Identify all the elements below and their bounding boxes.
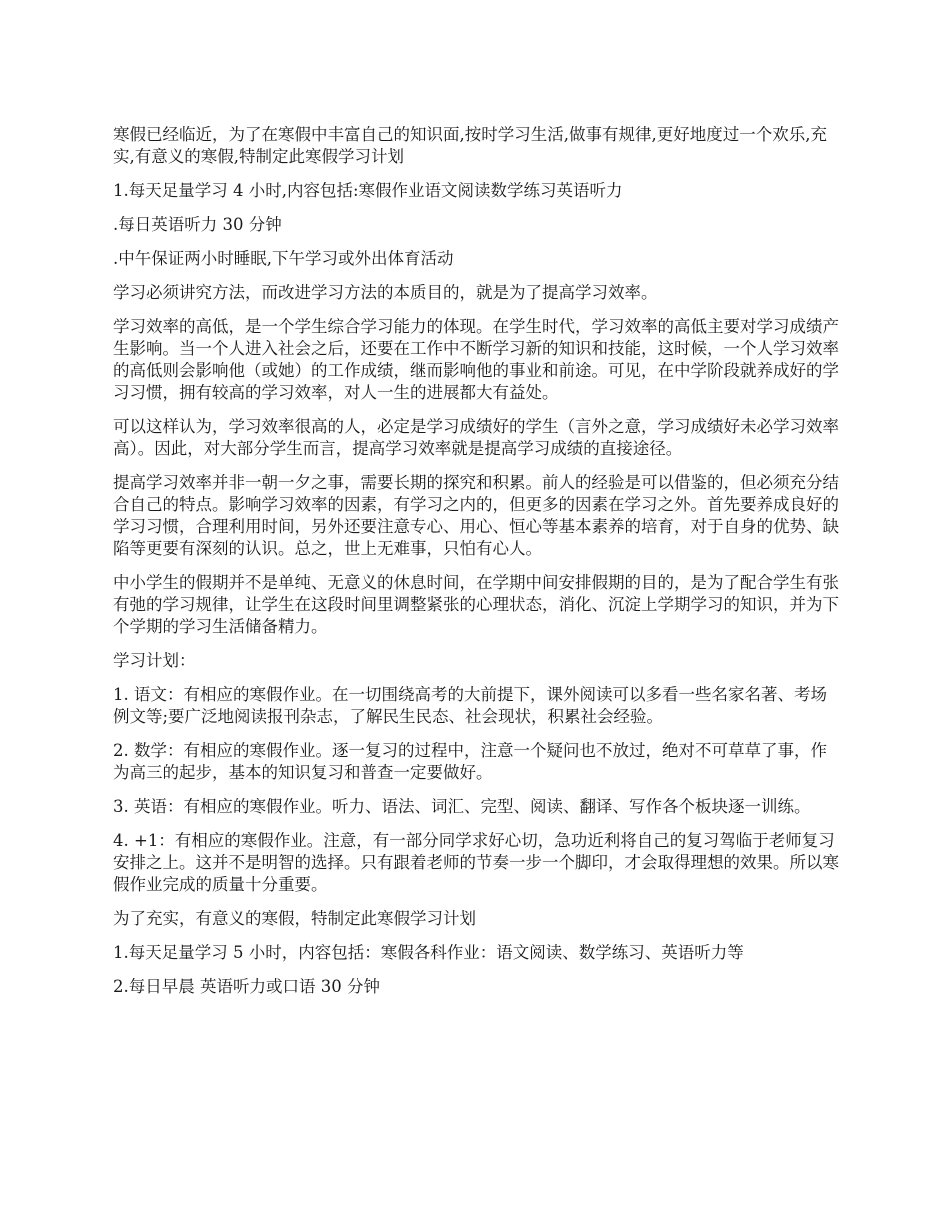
improve-efficiency-paragraph: 提高学习效率并非一朝一夕之事，需要长期的探究和积累。前人的经验是可以借鉴的，但必须充分结合自己的特点。影响学习效率的因素，有学习之内的，但更多的因素在学习之外。首先要养成良好的学习习惯，合理利用时间，另外还要注意专心、用心、恒心等基本素养的培育，对于自身的优势、缺陷等更要有深刻的认识。总之，世上无难事，只怕有心人。	[113, 473, 839, 558]
plan-math: 2. 数学：有相应的寒假作业。逐一复习的过程中，注意一个疑问也不放过，绝对不可草草了事，作为高三的起步，基本的知识复习和普查一定要做好。	[113, 741, 827, 782]
plan-item-english-listening: .每日英语听力 30 分钟	[113, 215, 282, 234]
plan-item-noon-sleep: .中午保证两小时睡眠,下午学习或外出体育活动	[113, 249, 454, 268]
closing-item-study-hours: 1.每天足量学习 5 小时，内容包括：寒假各科作业：语文阅读、数学练习、英语听力等	[113, 943, 744, 962]
study-plan-heading: 学习计划：	[113, 651, 196, 670]
efficiency-paragraph: 学习效率的高低，是一个学生综合学习能力的体现。在学生时代，学习效率的高低主要对学习成绩产生影响。当一个人进入社会之后，还要在工作中不断学习新的知识和技能，这时候，一个人学习效率的高低则会影响他（或她）的工作成绩，继而影响他的事业和前途。可见，在中学阶段就养成好的学习习惯，拥有较高的学习效率，对人一生的进展都大有益处。	[113, 317, 839, 402]
holiday-purpose-paragraph: 中小学生的假期并不是单纯、无意义的休息时间，在学期中间安排假期的目的，是为了配合学生有张有弛的学习规律，让学生在这段时间里调整紧张的心理状态，消化、沉淀上学期学习的知识，并为下个学期的学习生活储备精力。	[113, 573, 839, 636]
plan-plus-one: 4. +1：有相应的寒假作业。注意，有一部分同学求好心切，急功近利将自己的复习驾临于老师复习安排之上。这并不是明智的选择。只有跟着老师的节奏一步一个脚印，才会取得理想的效果。所以寒假作业完成的质量十分重要。	[113, 831, 839, 894]
closing-plan-heading: 为了充实，有意义的寒假，特制定此寒假学习计划	[113, 909, 476, 928]
plan-item-study-hours: 1.每天足量学习 4 小时,内容包括:寒假作业语文阅读数学练习英语听力	[113, 181, 623, 200]
efficiency-grades-paragraph: 可以这样认为，学习效率很高的人，必定是学习成绩好的学生（言外之意，学习成绩好未必学习效率高）。因此，对大部分学生而言，提高学习效率就是提高学习成绩的直接途径。	[113, 417, 839, 458]
closing-item-morning-english: 2.每日早晨 英语听力或口语 30 分钟	[113, 977, 380, 996]
intro-paragraph: 寒假已经临近，为了在寒假中丰富自己的知识面,按时学习生活,做事有规律,更好地度过一个欢乐,充实,有意义的寒假,特制定此寒假学习计划	[113, 125, 827, 166]
plan-english: 3. 英语：有相应的寒假作业。听力、语法、词汇、完型、阅读、翻译、写作各个板块逐一训练。	[113, 797, 811, 816]
plan-chinese: 1. 语文：有相应的寒假作业。在一切围绕高考的大前提下，课外阅读可以多看一些名家名著、考场例文等;要广泛地阅读报刊杂志，了解民生民态、社会现状，积累社会经验。	[113, 685, 827, 726]
document-body	[113, 124, 840, 1010]
method-paragraph: 学习必须讲究方法，而改进学习方法的本质目的，就是为了提高学习效率。	[113, 283, 658, 302]
